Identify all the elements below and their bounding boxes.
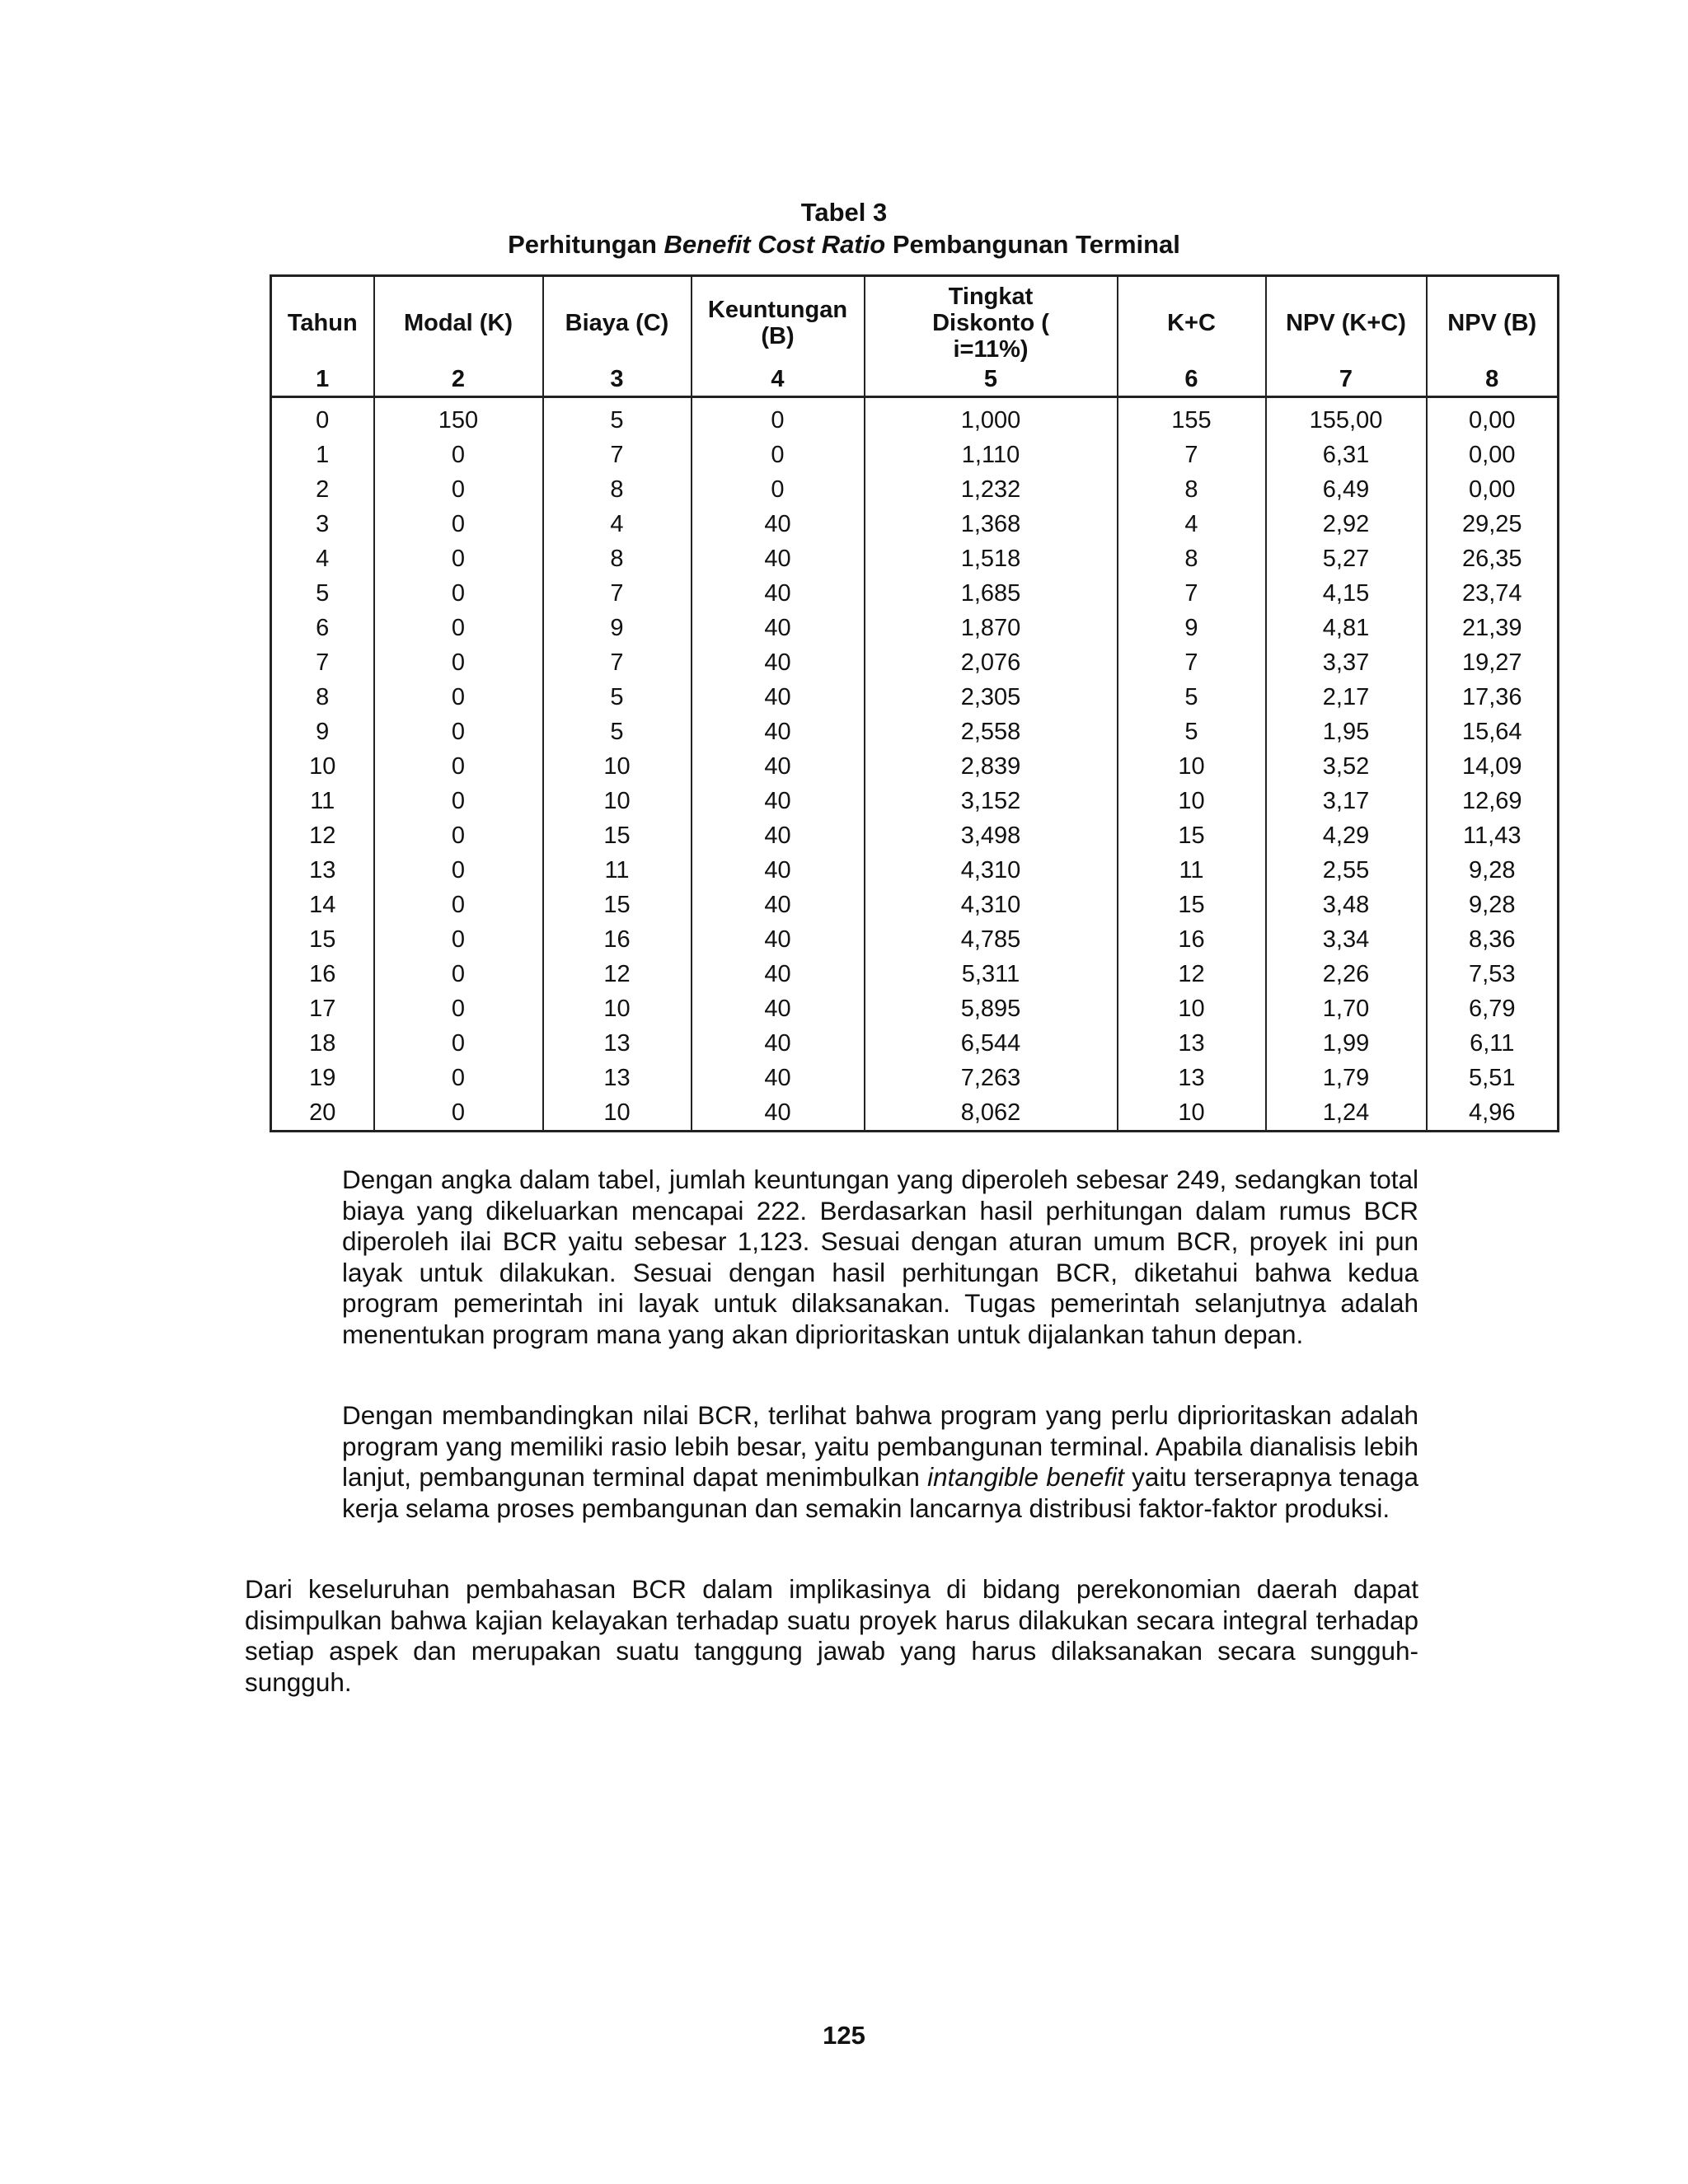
- table-cell: 0: [374, 784, 543, 818]
- table-row: [271, 888, 1559, 922]
- table-cell: 29,25: [1427, 507, 1559, 541]
- table-cell: 8,36: [1427, 922, 1559, 957]
- table-cell: 1,232: [865, 472, 1118, 507]
- table-cell: 5: [543, 715, 692, 749]
- table-row: [271, 1061, 1559, 1095]
- table-cell: 14: [271, 888, 374, 922]
- table-cell: 0: [271, 397, 374, 438]
- table-cell: 13: [271, 853, 374, 888]
- table-row: [271, 541, 1559, 576]
- table-cell: 12,69: [1427, 784, 1559, 818]
- table-cell: 40: [692, 611, 865, 645]
- paragraph-2: [342, 1400, 1418, 1524]
- table-row: [271, 397, 1559, 438]
- table-cell: 1: [271, 438, 374, 472]
- col-header-tahun: Tahun: [271, 276, 374, 363]
- table-cell: 1,110: [865, 438, 1118, 472]
- table-cell: 11,43: [1427, 818, 1559, 853]
- table-cell: 16: [1118, 922, 1266, 957]
- table-cell: 10: [271, 749, 374, 784]
- table-cell: 10: [1118, 1095, 1266, 1132]
- col-number: 6: [1118, 363, 1266, 397]
- paragraph-2-italic: intangible benefit: [927, 1462, 1124, 1492]
- table-cell: 0: [374, 576, 543, 611]
- table-cell: 9,28: [1427, 853, 1559, 888]
- table-cell: 26,35: [1427, 541, 1559, 576]
- table-cell: 155,00: [1266, 397, 1427, 438]
- table-cell: 2,92: [1266, 507, 1427, 541]
- table-cell: 9: [1118, 611, 1266, 645]
- table-row: [271, 1095, 1559, 1132]
- table-cell: 8: [543, 541, 692, 576]
- table-cell: 10: [1118, 784, 1266, 818]
- table-cell: 40: [692, 715, 865, 749]
- table-cell: 0: [374, 541, 543, 576]
- table-cell: 6,79: [1427, 991, 1559, 1026]
- table-row: [271, 853, 1559, 888]
- table-cell: 5,51: [1427, 1061, 1559, 1095]
- table-cell: 1,99: [1266, 1026, 1427, 1061]
- col-header-diskonto: Tingkat Diskonto ( i=11%): [865, 276, 1118, 363]
- table-cell: 1,24: [1266, 1095, 1427, 1132]
- table-cell: 8,062: [865, 1095, 1118, 1132]
- table-cell: 8: [1118, 472, 1266, 507]
- table-cell: 2,17: [1266, 680, 1427, 715]
- table-cell: 3,152: [865, 784, 1118, 818]
- table-cell: 9: [543, 611, 692, 645]
- table-row: [271, 576, 1559, 611]
- table-cell: 15,64: [1427, 715, 1559, 749]
- col-number: 7: [1266, 363, 1427, 397]
- table-cell: 10: [1118, 749, 1266, 784]
- table-row: [271, 922, 1559, 957]
- table-row: [271, 1026, 1559, 1061]
- table-cell: 13: [543, 1061, 692, 1095]
- table-cell: 5,895: [865, 991, 1118, 1026]
- table-row: [271, 507, 1559, 541]
- table-cell: 15: [271, 922, 374, 957]
- table-cell: 7: [271, 645, 374, 680]
- table-cell: 40: [692, 853, 865, 888]
- table-cell: 10: [543, 991, 692, 1026]
- table-row: [271, 680, 1559, 715]
- table-cell: 0: [374, 957, 543, 991]
- table-cell: 10: [543, 784, 692, 818]
- col-header-keuntungan: Keuntungan (B): [692, 276, 865, 363]
- table-cell: 4,81: [1266, 611, 1427, 645]
- table-cell: 2,558: [865, 715, 1118, 749]
- paragraph-2-pre: Dengan membandingkan nilai BCR, terlihat bahwa program yang perlu diprioritaskan adalah program yang memiliki rasio lebih besar, yaitu pembangunan terminal. Apabila dianalisis lebih lanjut, pembangunan terminal dapat menimbulkan: [342, 1400, 1418, 1492]
- table-cell: 40: [692, 1095, 865, 1132]
- table-cell: 40: [692, 818, 865, 853]
- table-cell: 2,26: [1266, 957, 1427, 991]
- table-cell: 7,53: [1427, 957, 1559, 991]
- table-cell: 11: [1118, 853, 1266, 888]
- table-cell: 40: [692, 507, 865, 541]
- table-cell: 4,96: [1427, 1095, 1559, 1132]
- table-label: Tabel 3: [800, 198, 888, 227]
- table-cell: 40: [692, 991, 865, 1026]
- table-cell: 40: [692, 957, 865, 991]
- table-caption: [0, 196, 1688, 260]
- col-number: 4: [692, 363, 865, 397]
- table-body: [271, 397, 1559, 1132]
- table-cell: 5: [543, 397, 692, 438]
- col-header-kc: K+C: [1118, 276, 1266, 363]
- table-cell: 4,310: [865, 853, 1118, 888]
- table-cell: 3,498: [865, 818, 1118, 853]
- table-cell: 7,263: [865, 1061, 1118, 1095]
- table-cell: 5: [543, 680, 692, 715]
- table-row: [271, 784, 1559, 818]
- table-cell: 7: [543, 576, 692, 611]
- table-cell: 17: [271, 991, 374, 1026]
- table-cell: 16: [271, 957, 374, 991]
- table-cell: 40: [692, 922, 865, 957]
- table-cell: 10: [1118, 991, 1266, 1026]
- table-cell: 3,52: [1266, 749, 1427, 784]
- table-cell: 7: [1118, 576, 1266, 611]
- table-cell: 21,39: [1427, 611, 1559, 645]
- col-number: 2: [374, 363, 543, 397]
- table-cell: 0: [374, 922, 543, 957]
- table-cell: 7: [1118, 645, 1266, 680]
- table-cell: 40: [692, 645, 865, 680]
- table-cell: 40: [692, 1026, 865, 1061]
- table-cell: 6,11: [1427, 1026, 1559, 1061]
- col-header-biaya: Biaya (C): [543, 276, 692, 363]
- table-cell: 7: [543, 645, 692, 680]
- table-cell: 19: [271, 1061, 374, 1095]
- col-number: 5: [865, 363, 1118, 397]
- table-cell: 7: [1118, 438, 1266, 472]
- table-cell: 40: [692, 784, 865, 818]
- table-title-post: Pembangunan Terminal: [885, 230, 1180, 259]
- table-cell: 40: [692, 541, 865, 576]
- table-cell: 3,34: [1266, 922, 1427, 957]
- table-cell: 1,95: [1266, 715, 1427, 749]
- table-cell: 0: [374, 991, 543, 1026]
- table-cell: 1,518: [865, 541, 1118, 576]
- table-cell: 12: [271, 818, 374, 853]
- table-cell: 11: [543, 853, 692, 888]
- table-cell: 0,00: [1427, 397, 1559, 438]
- column-number-row: [271, 363, 1559, 397]
- table-cell: 0: [374, 749, 543, 784]
- table-cell: 7: [543, 438, 692, 472]
- table-cell: 15: [543, 818, 692, 853]
- table-cell: 4,15: [1266, 576, 1427, 611]
- table-cell: 2: [271, 472, 374, 507]
- table-cell: 0: [374, 818, 543, 853]
- table-cell: 5: [271, 576, 374, 611]
- col-header-npv-kc: NPV (K+C): [1266, 276, 1427, 363]
- table-cell: 15: [1118, 818, 1266, 853]
- table-header-row: [271, 276, 1559, 363]
- table-cell: 0,00: [1427, 472, 1559, 507]
- table-cell: 13: [543, 1026, 692, 1061]
- table-cell: 2,305: [865, 680, 1118, 715]
- table-cell: 6,31: [1266, 438, 1427, 472]
- table-cell: 3,17: [1266, 784, 1427, 818]
- table-row: [271, 715, 1559, 749]
- table-cell: 8: [1118, 541, 1266, 576]
- col-number: 3: [543, 363, 692, 397]
- table-cell: 17,36: [1427, 680, 1559, 715]
- table-cell: 0: [374, 472, 543, 507]
- table-cell: 40: [692, 576, 865, 611]
- table-cell: 16: [543, 922, 692, 957]
- table-cell: 0: [374, 507, 543, 541]
- table-cell: 5,27: [1266, 541, 1427, 576]
- table-cell: 13: [1118, 1026, 1266, 1061]
- table-row: [271, 472, 1559, 507]
- table-cell: 0: [374, 853, 543, 888]
- col-header-modal: Modal (K): [374, 276, 543, 363]
- table-row: [271, 749, 1559, 784]
- table-cell: 155: [1118, 397, 1266, 438]
- table-cell: 40: [692, 888, 865, 922]
- table-cell: 40: [692, 749, 865, 784]
- bcr-table: [270, 274, 1559, 1132]
- table-cell: 0: [692, 397, 865, 438]
- table-title-pre: Perhitungan: [508, 230, 664, 259]
- table-cell: 1,000: [865, 397, 1118, 438]
- table-cell: 8: [271, 680, 374, 715]
- table-cell: 2,55: [1266, 853, 1427, 888]
- table-cell: 3,37: [1266, 645, 1427, 680]
- table-cell: 1,685: [865, 576, 1118, 611]
- table-cell: 40: [692, 1061, 865, 1095]
- col-header-npv-b: NPV (B): [1427, 276, 1559, 363]
- col-number: 1: [271, 363, 374, 397]
- table-row: [271, 645, 1559, 680]
- table-row: [271, 438, 1559, 472]
- table-cell: 6,544: [865, 1026, 1118, 1061]
- table-cell: 18: [271, 1026, 374, 1061]
- page-number: 125: [823, 2021, 865, 2050]
- table-cell: 9,28: [1427, 888, 1559, 922]
- table-cell: 23,74: [1427, 576, 1559, 611]
- table-cell: 0: [374, 438, 543, 472]
- table-cell: 0: [374, 680, 543, 715]
- table-cell: 1,870: [865, 611, 1118, 645]
- table-cell: 15: [1118, 888, 1266, 922]
- table-cell: 0: [692, 438, 865, 472]
- table-cell: 4: [1118, 507, 1266, 541]
- table-cell: 15: [543, 888, 692, 922]
- table-cell: 150: [374, 397, 543, 438]
- table-title: [0, 228, 1688, 260]
- table-cell: 0: [374, 888, 543, 922]
- table-cell: 3,48: [1266, 888, 1427, 922]
- table-cell: 1,368: [865, 507, 1118, 541]
- table-cell: 4: [543, 507, 692, 541]
- table-cell: 12: [1118, 957, 1266, 991]
- table-cell: 10: [543, 1095, 692, 1132]
- table-cell: 6: [271, 611, 374, 645]
- table-cell: 1,79: [1266, 1061, 1427, 1095]
- table-cell: 10: [543, 749, 692, 784]
- table-cell: 13: [1118, 1061, 1266, 1095]
- table-row: [271, 991, 1559, 1026]
- table-cell: 5,311: [865, 957, 1118, 991]
- table-cell: 5: [1118, 680, 1266, 715]
- table-cell: 6,49: [1266, 472, 1427, 507]
- paragraph-2-post: yaitu terserapnya tenaga kerja selama proses pembangunan dan semakin lancarnya distribusi faktor-faktor produksi.: [342, 1462, 1418, 1523]
- table-cell: 19,27: [1427, 645, 1559, 680]
- table-cell: 4,310: [865, 888, 1118, 922]
- table-cell: 0: [374, 645, 543, 680]
- table-cell: 4,785: [865, 922, 1118, 957]
- table-cell: 0: [374, 611, 543, 645]
- table-cell: 4,29: [1266, 818, 1427, 853]
- table-title-italic: Benefit Cost Ratio: [663, 230, 886, 259]
- table-cell: 40: [692, 680, 865, 715]
- table-cell: 11: [271, 784, 374, 818]
- table-cell: 14,09: [1427, 749, 1559, 784]
- table-row: [271, 611, 1559, 645]
- table-row: [271, 957, 1559, 991]
- paragraph-1: Dengan angka dalam tabel, jumlah keuntungan yang diperoleh sebesar 249, sedangkan total biaya yang dikeluarkan mencapai 222. Berdasarkan hasil perhitungan dalam rumus BCR diperoleh ilai BCR yaitu sebesar 1,123. Sesuai dengan aturan umum BCR, proyek ini pun layak untuk dilakukan. Sesuai dengan hasil perhitungan BCR, diketahui bahwa kedua program pemerintah ini layak untuk dilaksanakan. Tugas pemerintah selanjutnya adalah menentukan program mana yang akan diprioritaskan untuk dijalankan tahun depan.: [342, 1165, 1418, 1349]
- paragraph-3: Dari keseluruhan pembahasan BCR dalam implikasinya di bidang perekonomian daerah dapat disimpulkan bahwa kajian kelayakan terhadap suatu proyek harus dilakukan secara integral terhadap setiap aspek dan merupakan suatu tanggung jawab yang harus dilaksanakan secara sungguh-sungguh.: [245, 1574, 1418, 1697]
- table-cell: 1,70: [1266, 991, 1427, 1026]
- table-cell: 8: [543, 472, 692, 507]
- table-cell: 0: [374, 1095, 543, 1132]
- table-cell: 3: [271, 507, 374, 541]
- table-cell: 0: [374, 1026, 543, 1061]
- table-cell: 2,076: [865, 645, 1118, 680]
- table-cell: 4: [271, 541, 374, 576]
- table-cell: 9: [271, 715, 374, 749]
- table-cell: 2,839: [865, 749, 1118, 784]
- col-number: 8: [1427, 363, 1559, 397]
- table-row: [271, 818, 1559, 853]
- table-cell: 0: [374, 715, 543, 749]
- table-cell: 0: [692, 472, 865, 507]
- table-cell: 5: [1118, 715, 1266, 749]
- table-cell: 0: [374, 1061, 543, 1095]
- table-cell: 12: [543, 957, 692, 991]
- table-cell: 0,00: [1427, 438, 1559, 472]
- table-cell: 20: [271, 1095, 374, 1132]
